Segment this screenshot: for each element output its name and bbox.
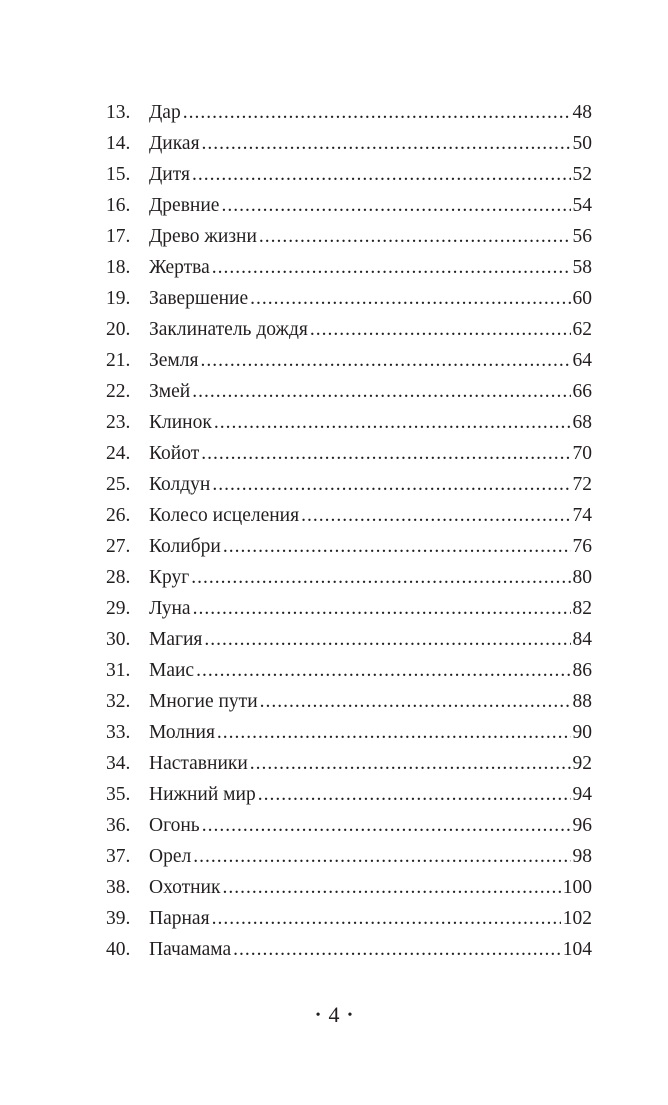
toc-entry (106, 872, 592, 903)
toc-entry-title: Жертва (149, 257, 210, 278)
toc-entry (106, 469, 592, 500)
toc-entry-number: 27. (106, 536, 131, 557)
toc-entry-page: 94 (572, 784, 592, 805)
toc-entry-page: 64 (572, 350, 592, 371)
toc-entry-page: 70 (572, 443, 592, 464)
toc-entry (106, 283, 592, 314)
toc-entry-number: 15. (106, 164, 131, 185)
toc-entry-page: 74 (572, 505, 592, 526)
toc-entry-page: 98 (572, 846, 592, 867)
toc-entry-number: 14. (106, 133, 131, 154)
toc-dot-leader (221, 190, 570, 221)
toc-entry-number: 16. (106, 195, 131, 216)
toc-dot-leader (202, 128, 571, 159)
toc-entry-title: Клинок (149, 412, 212, 433)
toc-entry-number: 28. (106, 567, 131, 588)
toc-dot-leader (202, 810, 571, 841)
toc-entry-title: Дар (149, 102, 181, 123)
toc-entry-number: 20. (106, 319, 131, 340)
toc-dot-leader (212, 469, 570, 500)
toc-entry-number: 21. (106, 350, 131, 371)
toc-entry-page: 72 (572, 474, 592, 495)
toc-dot-leader (192, 159, 571, 190)
toc-entry (106, 159, 592, 190)
toc-entry-title: Луна (149, 598, 191, 619)
toc-entry-page: 96 (572, 815, 592, 836)
toc-entry (106, 717, 592, 748)
toc-entry-title: Койот (149, 443, 200, 464)
toc-entry-title: Магия (149, 629, 203, 650)
toc-entry-number: 23. (106, 412, 131, 433)
toc-dot-leader (301, 500, 570, 531)
toc-entry-page: 54 (572, 195, 592, 216)
toc-entry (106, 903, 592, 934)
toc-entry (106, 500, 592, 531)
toc-entry (106, 407, 592, 438)
toc-dot-leader (222, 872, 560, 903)
toc-entry-page: 90 (572, 722, 592, 743)
toc-entry-number: 29. (106, 598, 131, 619)
toc-entry-number: 36. (106, 815, 131, 836)
bullet-left: • (315, 1008, 321, 1023)
toc-entry-title: Парная (149, 908, 210, 929)
toc-entry-page: 92 (572, 753, 592, 774)
toc-entry-number: 37. (106, 846, 131, 867)
toc-dot-leader (223, 531, 571, 562)
toc-entry-number: 25. (106, 474, 131, 495)
toc-dot-leader (250, 748, 571, 779)
toc-entry-number: 19. (106, 288, 131, 309)
toc-entry-page: 48 (572, 102, 592, 123)
toc-dot-leader (193, 841, 570, 872)
toc-entry (106, 779, 592, 810)
toc-entry-title: Колесо исцеления (149, 505, 300, 526)
toc-entry-number: 22. (106, 381, 131, 402)
toc-entry-page: 62 (572, 319, 592, 340)
toc-dot-leader (250, 283, 570, 314)
toc-entry-title: Многие пути (149, 691, 258, 712)
toc-entry-page: 68 (572, 412, 592, 433)
toc-dot-leader (196, 655, 570, 686)
toc-entry-title: Заклинатель дождя (149, 319, 308, 340)
toc-entry-title: Охотник (149, 877, 221, 898)
toc-dot-leader (260, 686, 571, 717)
toc-entry-number: 24. (106, 443, 131, 464)
toc-dot-leader (192, 376, 570, 407)
toc-entry-title: Древние (149, 195, 220, 216)
toc-entry-title: Наставники (149, 753, 248, 774)
toc-entry-page: 58 (572, 257, 592, 278)
toc-dot-leader (191, 562, 570, 593)
toc-entry (106, 438, 592, 469)
toc-entry (106, 624, 592, 655)
toc-entry-page: 84 (572, 629, 592, 650)
toc-entry-title: Завершение (149, 288, 249, 309)
table-of-contents (106, 97, 592, 965)
toc-dot-leader (193, 593, 571, 624)
toc-entry-number: 38. (106, 877, 131, 898)
toc-entry-number: 30. (106, 629, 131, 650)
toc-dot-leader (212, 903, 561, 934)
toc-entry-number: 33. (106, 722, 131, 743)
toc-entry-page: 86 (572, 660, 592, 681)
toc-dot-leader (212, 252, 571, 283)
toc-entry-page: 100 (562, 877, 592, 898)
toc-entry-number: 13. (106, 102, 131, 123)
toc-dot-leader (183, 97, 571, 128)
toc-entry (106, 221, 592, 252)
toc-dot-leader (201, 438, 570, 469)
toc-entry (106, 562, 592, 593)
toc-entry-number: 26. (106, 505, 131, 526)
toc-entry-title: Дикая (149, 133, 200, 154)
toc-entry-number: 31. (106, 660, 131, 681)
toc-entry-title: Дитя (149, 164, 190, 185)
toc-dot-leader (258, 779, 571, 810)
toc-entry-title: Колибри (149, 536, 221, 557)
toc-dot-leader (259, 221, 571, 252)
toc-entry (106, 128, 592, 159)
toc-dot-leader (214, 407, 571, 438)
toc-entry-title: Пачамама (149, 939, 232, 960)
toc-entry-title: Молния (149, 722, 215, 743)
toc-dot-leader (204, 624, 570, 655)
toc-entry (106, 593, 592, 624)
toc-dot-leader (217, 717, 571, 748)
toc-entry-title: Колдун (149, 474, 211, 495)
toc-entry (106, 655, 592, 686)
toc-entry-page: 102 (562, 908, 592, 929)
toc-dot-leader (200, 345, 570, 376)
toc-dot-leader (233, 934, 561, 965)
toc-entry-page: 52 (572, 164, 592, 185)
toc-entry (106, 345, 592, 376)
toc-entry-title: Древо жизни (149, 226, 257, 247)
page-footer (0, 1000, 668, 1031)
toc-entry-number: 40. (106, 939, 131, 960)
toc-entry-title: Круг (149, 567, 190, 588)
toc-entry (106, 252, 592, 283)
toc-entry (106, 686, 592, 717)
toc-entry-page: 66 (572, 381, 592, 402)
toc-entry (106, 934, 592, 965)
toc-entry-page: 60 (572, 288, 592, 309)
toc-entry-number: 18. (106, 257, 131, 278)
toc-entry-number: 32. (106, 691, 131, 712)
toc-entry (106, 97, 592, 128)
toc-entry-page: 82 (572, 598, 592, 619)
bullet-right: • (347, 1008, 353, 1023)
toc-entry-page: 80 (572, 567, 592, 588)
toc-entry-title: Маис (149, 660, 195, 681)
toc-entry (106, 190, 592, 221)
toc-entry-page: 88 (572, 691, 592, 712)
toc-entry-title: Огонь (149, 815, 200, 836)
toc-entry-number: 39. (106, 908, 131, 929)
toc-entry-title: Орел (149, 846, 192, 867)
toc-dot-leader (310, 314, 571, 345)
toc-entry-page: 104 (562, 939, 592, 960)
toc-entry-number: 34. (106, 753, 131, 774)
toc-entry-number: 17. (106, 226, 131, 247)
toc-entry-number: 35. (106, 784, 131, 805)
page-number: 4 (328, 1002, 340, 1027)
toc-entry-page: 56 (572, 226, 592, 247)
toc-entry (106, 841, 592, 872)
toc-entry (106, 810, 592, 841)
toc-entry (106, 531, 592, 562)
toc-entry-title: Земля (149, 350, 199, 371)
toc-entry-title: Нижний мир (149, 784, 256, 805)
toc-entry-page: 50 (572, 133, 592, 154)
toc-entry (106, 748, 592, 779)
toc-entry (106, 314, 592, 345)
toc-entry-page: 76 (572, 536, 592, 557)
toc-entry (106, 376, 592, 407)
toc-entry-title: Змей (149, 381, 191, 402)
